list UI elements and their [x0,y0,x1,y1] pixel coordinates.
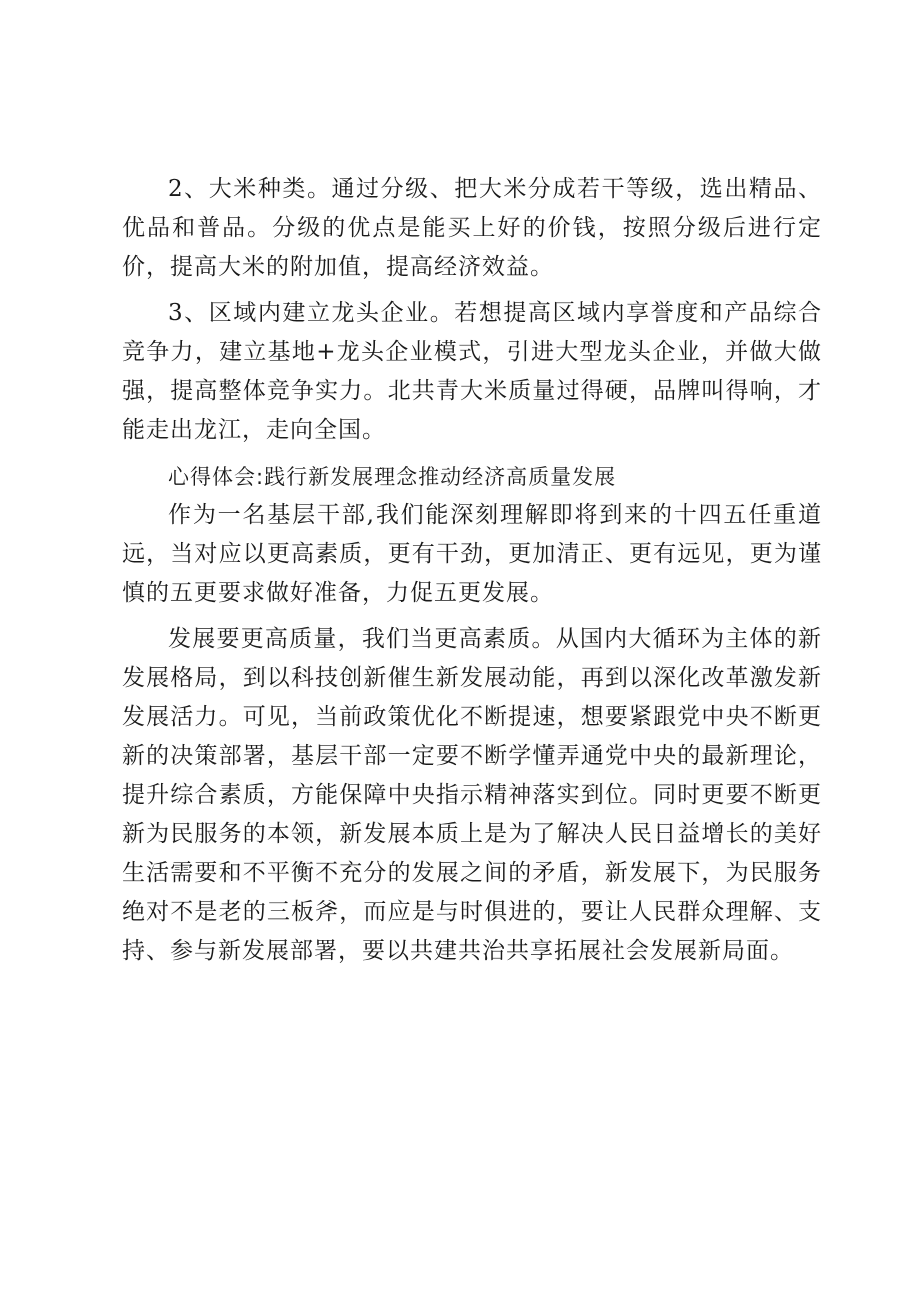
paragraph-grassroots-cadre: 作为一名基层干部,我们能深刻理解即将到来的十四五任重道远，当对应以更高素质，更有干劲，更加清正、更有远见，更为谨慎的五更要求做好准备，力促五更发展。 [122,502,822,606]
paragraph-rice-grading: 2、大米种类。通过分级、把大米分成若干等级，选出精品、优品和普品。分级的优点是能买上好的价钱，按照分级后进行定价，提高大米的附加值，提高经济效益。 [122,176,822,280]
document-body [122,170,822,971]
section-heading: 心得体会:践行新发展理念推动经济高质量发展 [168,465,617,489]
paragraph-leading-enterprise: 3、区域内建立龙头企业。若想提高区域内享誉度和产品综合竞争力，建立基地+龙头企业模式，引进大型龙头企业，并做大做强，提高整体竞争实力。北共青大米质量过得硬，品牌叫得响，才能走出龙江，走向全国。 [122,300,822,443]
paragraph-high-quality-development: 发展要更高质量，我们当更高素质。从国内大循环为主体的新发展格局，到以科技创新催生新发展动能，再到以深化改革激发新发展活力。可见，当前政策优化不断提速，想要紧跟党中央不断更新的决策部署，基层干部一定要不断学懂弄通党中央的最新理论，提升综合素质，方能保障中央指示精神落实到位。同时更要不断更新为民服务的本领，新发展本质上是为了解决人民日益增长的美好生活需要和不平衡不充分的发展之间的矛盾，新发展下，为民服务绝对不是老的三板斧，而应是与时俱进的，要让人民群众理解、支持、参与新发展部署，要以共建共治共享拓展社会发展新局面。 [122,626,822,964]
